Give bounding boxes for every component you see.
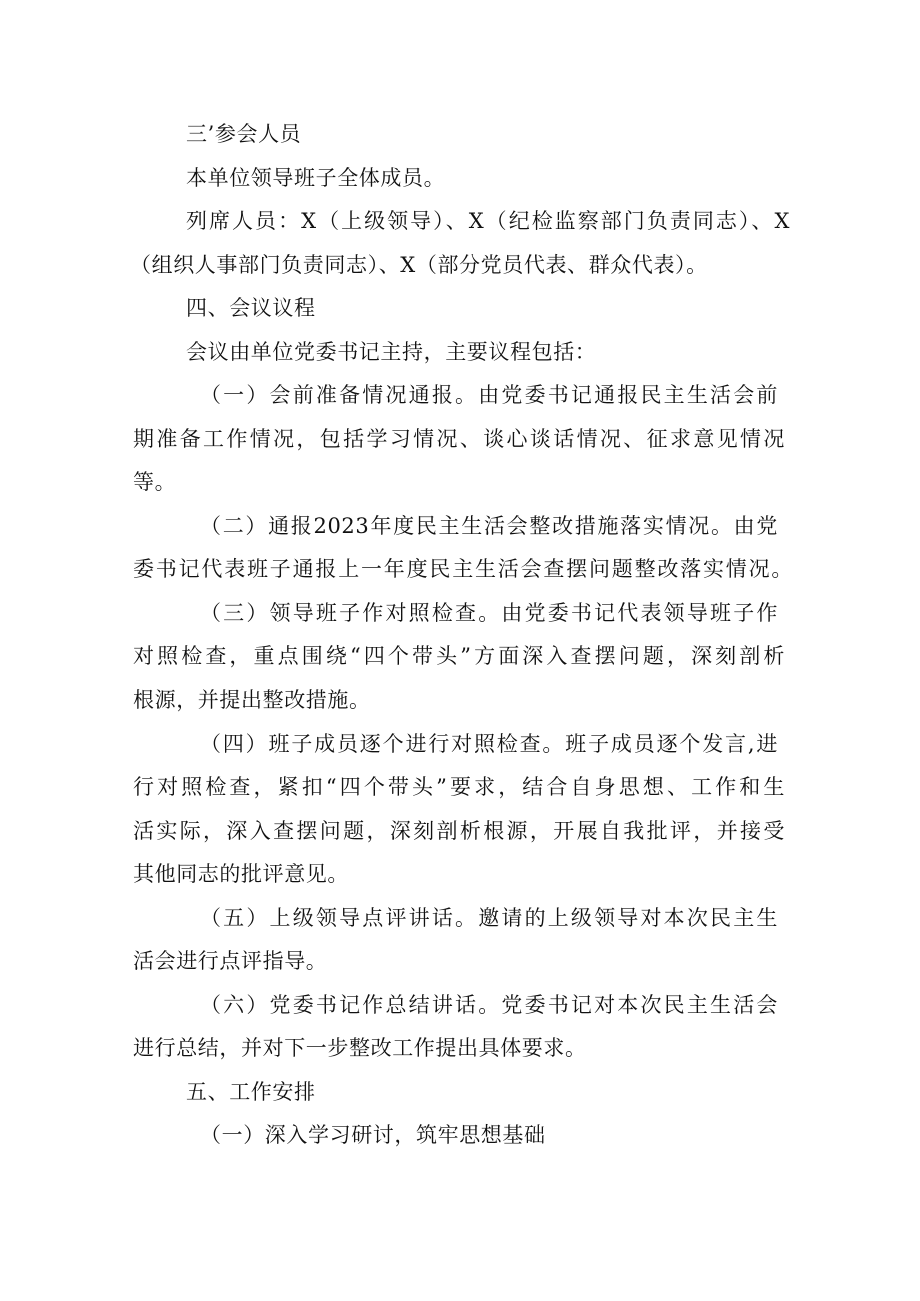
subsection-heading: （一）深入学习研讨，筑牢思想基础: [200, 1123, 546, 1147]
agenda-item-line: 其他同志的批评意见。: [133, 862, 349, 886]
agenda-item-line: 进行总结，并对下一步整改工作提出具体要求。: [133, 1036, 587, 1060]
section-heading: 三’参会人员: [186, 122, 302, 146]
agenda-item-line: 行对照检查，紧扣“四个带头”要求，结合自身思想、工作和生: [133, 775, 785, 799]
paragraph-line: （组织人事部门负责同志）、X（部分党员代表、群众代表）。: [130, 253, 708, 277]
agenda-item-line: 根源，并提出整改措施。: [133, 688, 371, 712]
agenda-item-line: 对照检查，重点围绕“四个带头”方面深入查摆问题，深刻剖析: [133, 644, 785, 668]
agenda-item-line: （一）会前准备情况通报。由党委书记通报民主生活会前: [200, 383, 778, 407]
agenda-item-line: 委书记代表班子通报上一年度民主生活会查摆问题整改落实情况。: [133, 557, 793, 581]
agenda-item-line: 期准备工作情况，包括学习情况、谈心谈话情况、征求意见情况: [133, 427, 785, 451]
section-heading: 四、会议议程: [186, 296, 316, 320]
agenda-item-line: （六）党委书记作总结讲话。党委书记对本次民主生活会: [200, 993, 778, 1017]
agenda-item-line: （二）通报2023年度民主生活会整改措施落实情况。由党: [200, 514, 778, 538]
paragraph-line: 列席人员：X（上级领导）、X（纪检监察部门负责同志）、X: [186, 209, 790, 233]
agenda-item-line: （五）上级领导点评讲话。邀请的上级领导对本次民主生: [200, 906, 778, 930]
paragraph-line: 本单位领导班子全体成员。: [186, 166, 446, 190]
agenda-item-line: 等。: [133, 470, 177, 494]
agenda-item-line: （三）领导班子作对照检查。由党委书记代表领导班子作: [200, 601, 778, 625]
agenda-item-line: 活实际，深入查摆问题，深刻剖析根源，开展自我批评，并接受: [133, 819, 785, 843]
paragraph-line: 会议由单位党委书记主持，主要议程包括：: [186, 340, 597, 364]
agenda-item-line: （四）班子成员逐个进行对照检查。班子成员逐个发言,进: [200, 732, 778, 756]
agenda-item-line: 活会进行点评指导。: [133, 949, 328, 973]
section-heading: 五、工作安排: [186, 1080, 316, 1104]
